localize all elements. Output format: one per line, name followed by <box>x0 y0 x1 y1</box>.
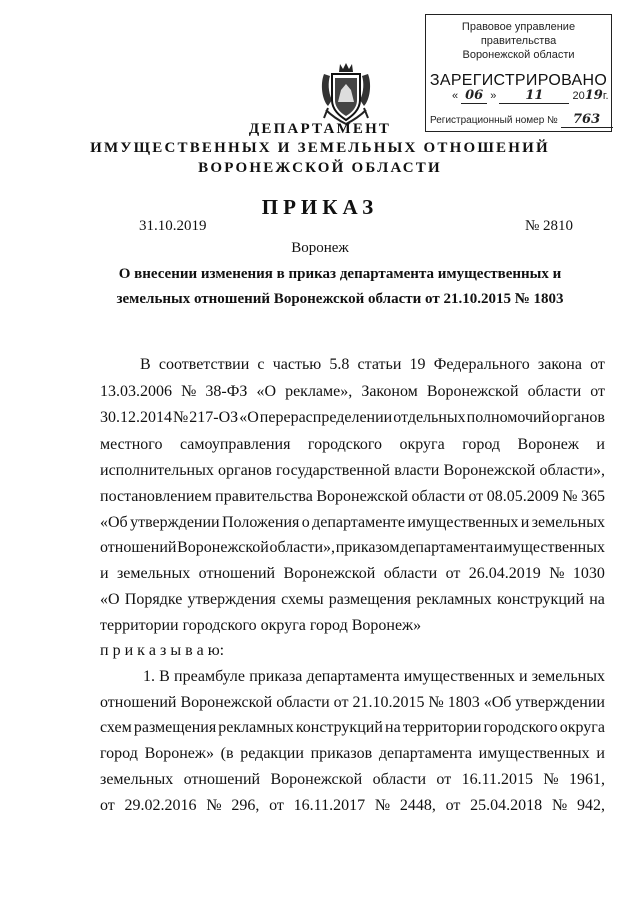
stamp-date-close-quote: » <box>490 90 497 102</box>
stamp-date <box>452 88 609 104</box>
stamp-org-line-2: Воронежской области <box>462 49 575 61</box>
body-line: постановлением правительства Воронежской области от 08.05.2009 № 365 <box>100 488 605 505</box>
body-line: п р и к а з ы в а ю: <box>100 642 225 659</box>
body-line: от 29.02.2016 № 296, от 16.11.2017 № 2448, от 25.04.2018 № 942, <box>100 797 605 814</box>
body-line: территории городского округа город Воронеж» <box>100 617 422 634</box>
stamp-date-year-end: г. <box>602 90 609 102</box>
department-name-line-3: ВОРОНЕЖСКОЙ ОБЛАСТИ <box>198 160 442 176</box>
body-line: В соответствии с частью 5.8 статьи 19 Федерального закона от <box>140 356 605 373</box>
body-line: 1. В преамбуле приказа департамента имущественных и земельных <box>143 668 605 685</box>
stamp-reg-number-label: Регистрационный номер № <box>430 115 558 126</box>
stamp-org-line-1: Правовое управление правительства <box>461 21 576 47</box>
stamp-date-open-quote: « <box>452 90 459 102</box>
department-name-line-2: ИМУЩЕСТВЕННЫХ И ЗЕМЕЛЬНЫХ ОТНОШЕНИЙ <box>90 140 550 156</box>
body-line: 13.03.2006 № 38-ФЗ «О рекламе», Законом Воронежской области от <box>100 383 605 400</box>
stamp-reg-number-value: 763 <box>573 112 601 127</box>
stamp-date-month: 11 <box>525 88 544 103</box>
document-number: № 2810 <box>525 218 574 234</box>
body-line: местного самоуправления городского округа город Воронеж и <box>100 436 605 453</box>
body-line: отношений Воронежской области от 21.10.2015 № 1803 «Об утверждении <box>100 694 605 711</box>
body-line: город Воронеж» (в редакции приказов департамента имущественных и <box>100 745 605 762</box>
coat-of-arms-icon <box>318 60 374 126</box>
body-line: и земельных отношений Воронежской области от 26.04.2019 № 1030 <box>100 565 605 582</box>
document-city: Воронеж <box>291 240 349 256</box>
document-subject <box>100 262 580 312</box>
stamp-date-year-prefix: 20 <box>572 90 585 102</box>
body-line: 30.12.2014 № 217-ОЗ «О перераспределении отдельных полномочий органов <box>100 409 605 426</box>
subject-line-2: земельных отношений Воронежской области от 21.10.2015 № 1803 <box>116 291 564 307</box>
body-line: схем размещения рекламных конструкций на территории городского округа <box>100 719 605 736</box>
stamp-registered-label: ЗАРЕГИСТРИРОВАНО <box>429 72 608 89</box>
registration-stamp <box>425 14 612 132</box>
body-line: исполнительных органов государственной власти Воронежской области», <box>100 462 605 479</box>
body-line: «О Порядке утверждения схемы размещения рекламных конструкций на <box>100 591 605 608</box>
document-date: 31.10.2019 <box>139 218 207 234</box>
document-title: ПРИКАЗ <box>261 195 379 219</box>
subject-line-1: О внесении изменения в приказ департамента имущественных и <box>118 266 562 282</box>
body-line: «Об утверждении Положения о департаменте имущественных и земельных <box>100 514 605 531</box>
stamp-date-day: 06 <box>465 88 484 103</box>
stamp-date-year-suffix: 19 <box>584 88 603 103</box>
department-name-line-1: ДЕПАРТАМЕНТ <box>248 121 392 137</box>
body-line: земельных отношений Воронежской области от 16.11.2015 № 1961, <box>100 771 605 788</box>
body-line: отношений Воронежской области», приказом департамента имущественных <box>100 539 605 556</box>
